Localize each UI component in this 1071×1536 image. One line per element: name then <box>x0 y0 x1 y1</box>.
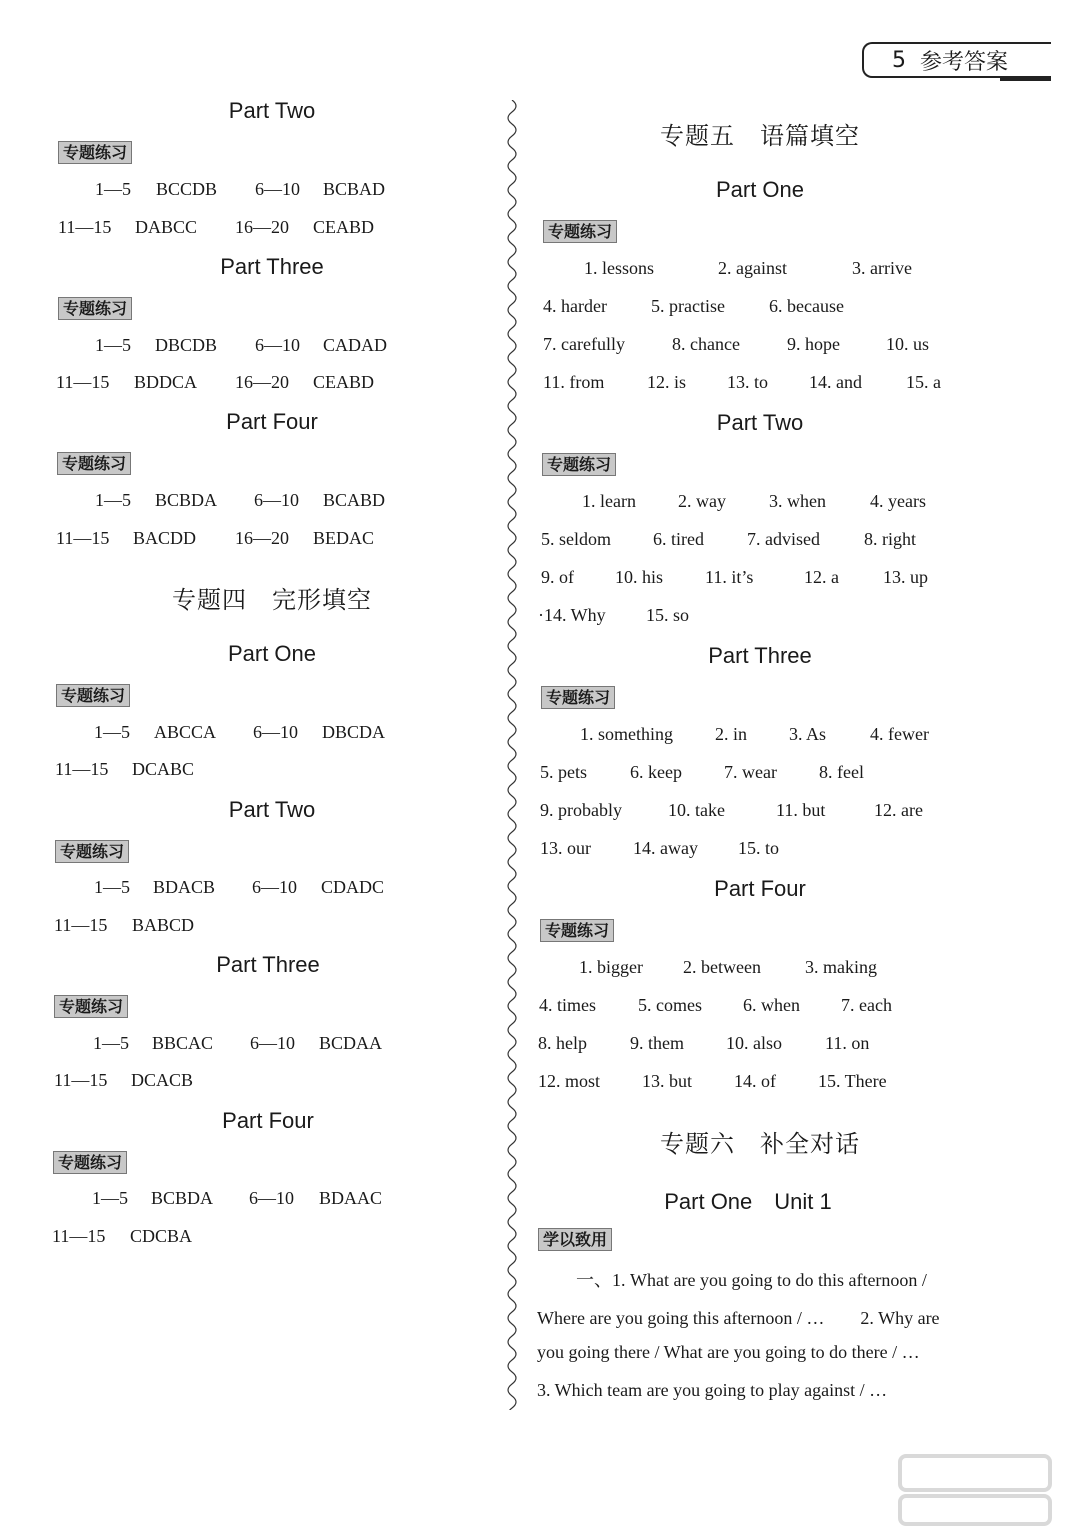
page-number: 5 <box>892 47 906 73</box>
topic-heading: 专题五 语篇填空 <box>660 122 860 150</box>
topic-heading: 专题四 完形填空 <box>172 586 372 614</box>
page-header-tab <box>862 42 1051 78</box>
practice-tag: 专题练习 <box>541 686 615 709</box>
practice-tag: 专题练习 <box>540 919 614 942</box>
part-heading: Part One <box>715 177 805 202</box>
practice-tag: 专题练习 <box>53 1151 127 1174</box>
part-heading: Part Three <box>708 643 812 668</box>
practice-tag: 专题练习 <box>57 452 131 475</box>
watermark-logo-icon <box>896 1450 1056 1530</box>
practice-tag: 专题练习 <box>54 995 128 1018</box>
practice-tag: 专题练习 <box>543 220 617 243</box>
practice-tag: 专题练习 <box>58 297 132 320</box>
part-heading: Part Three <box>216 952 320 977</box>
answer-line: you going there / What are you going to do there / … <box>537 1342 920 1362</box>
header-underline <box>1000 78 1051 81</box>
part-heading: Part Four <box>222 1108 314 1133</box>
part-heading: Part Three <box>220 254 324 279</box>
part-heading: Part One <box>227 641 317 666</box>
part-heading: Part Four <box>714 876 806 901</box>
topic-heading: 专题六 补全对话 <box>660 1130 860 1158</box>
answer-line: Where are you going this afternoon / … 2. Why are <box>537 1308 940 1328</box>
part-heading: Part Four <box>226 409 318 434</box>
practice-tag: 专题练习 <box>58 141 132 164</box>
part-heading: Part Two <box>228 797 316 822</box>
column-divider <box>500 100 524 1410</box>
apply-tag: 学以致用 <box>538 1228 612 1251</box>
answer-line: 一、1. What are you going to do this afternoon / <box>576 1270 927 1290</box>
answer-line: 3. Which team are you going to play against / … <box>537 1380 888 1400</box>
practice-tag: 专题练习 <box>56 684 130 707</box>
part-heading: Part One Unit 1 <box>664 1189 832 1214</box>
header-title: 参考答案 <box>920 49 1009 75</box>
part-heading: Part Two <box>716 410 804 435</box>
part-heading: Part Two <box>228 98 316 123</box>
practice-tag: 专题练习 <box>55 840 129 863</box>
practice-tag: 专题练习 <box>542 453 616 476</box>
